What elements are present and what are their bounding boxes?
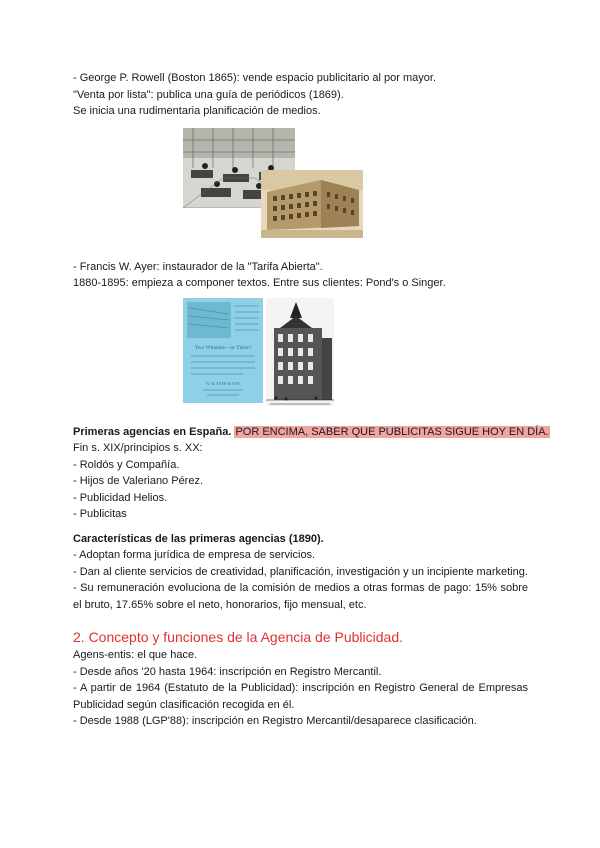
ad-footer: N. W. AYER & SON [206,380,240,386]
rowell-line: - George P. Rowell (Boston 1865): vende espacio publicitario al por mayor. [73,72,436,84]
agencias-section [73,424,549,523]
caracteristicas-section [73,531,528,614]
document-page [73,70,549,730]
agencia-item: - Hijos de Valeriano Pérez. [73,475,204,487]
agencia-item: - Roldós y Compañía. [73,458,180,471]
caracteristica-item: - Dan al cliente servicios de creatividad, planificación, investigación y un incipiente marketing. [73,565,528,578]
registro-line: - Desde años '20 hasta 1964: inscripción en Registro Mercantil. [73,665,382,678]
rowell-images [73,128,528,243]
spacer [73,243,528,259]
spacer [73,408,528,424]
rowell-section [73,70,528,120]
agens-line: Agens-entis: el que hace. [73,649,198,661]
ayer-images [73,298,528,408]
ayer-line: - Francis W. Ayer: instaurador de la "Tarifa Abierta". [73,260,323,273]
venta-lista-line: "Venta por lista": publica una guía de periódicos (1869). [73,88,344,101]
ad-headline: Two Whistles—or Three? [194,344,252,351]
concepto-section [73,647,528,730]
ayer-section [73,259,528,292]
ayer-building-image [266,298,334,406]
planificacion-line: Se inicia una rudimentaria planificación de medios. [73,105,321,117]
agencias-highlight: POR ENCIMA, SABER QUE PUBLICITAS SIGUE HOY EN DÍA. [235,425,549,438]
agencia-item: - Publicitas [73,508,127,520]
spacer [73,523,528,531]
caracteristica-item: - Su remuneración evoluciona de la comisión de medios a otras formas de pago: 15% sobre el bruto, 17.65% sobre el neto, honorarios, fijo mensual, etc. [73,582,528,611]
caracteristica-item: - Adoptan forma jurídica de empresa de servicios. [73,549,316,561]
ayer-clients-line: 1880-1895: empieza a componer textos. Entre sus clientes: Pond's o Singer. [73,277,446,289]
agencias-title-line: Primeras agencias en España. POR ENCIMA, SABER QUE PUBLICITAS SIGUE HOY EN DÍA. [73,425,549,438]
agencia-item: - Publicidad Helios. [73,491,168,504]
estatuto-line: - A partir de 1964 (Estatuto de la Publicidad): inscripción en Registro General de Empresas Publicidad según clasificación recogida en él. [73,682,528,711]
ayer-advertisement-image [183,298,263,403]
agencias-title: Primeras agencias en España [73,425,229,438]
agencias-intro: Fin s. XIX/principios s. XX: [73,442,203,454]
caracteristicas-title: Características de las primeras agencias (1890). [73,532,324,545]
lgp-line: - Desde 1988 (LGP'88): inscripción en Registro Mercantil/desaparece clasificación. [73,715,477,727]
building-sepia-image [261,170,363,238]
section-2-heading: 2. Concepto y funciones de la Agencia de Publicidad. [73,629,404,645]
